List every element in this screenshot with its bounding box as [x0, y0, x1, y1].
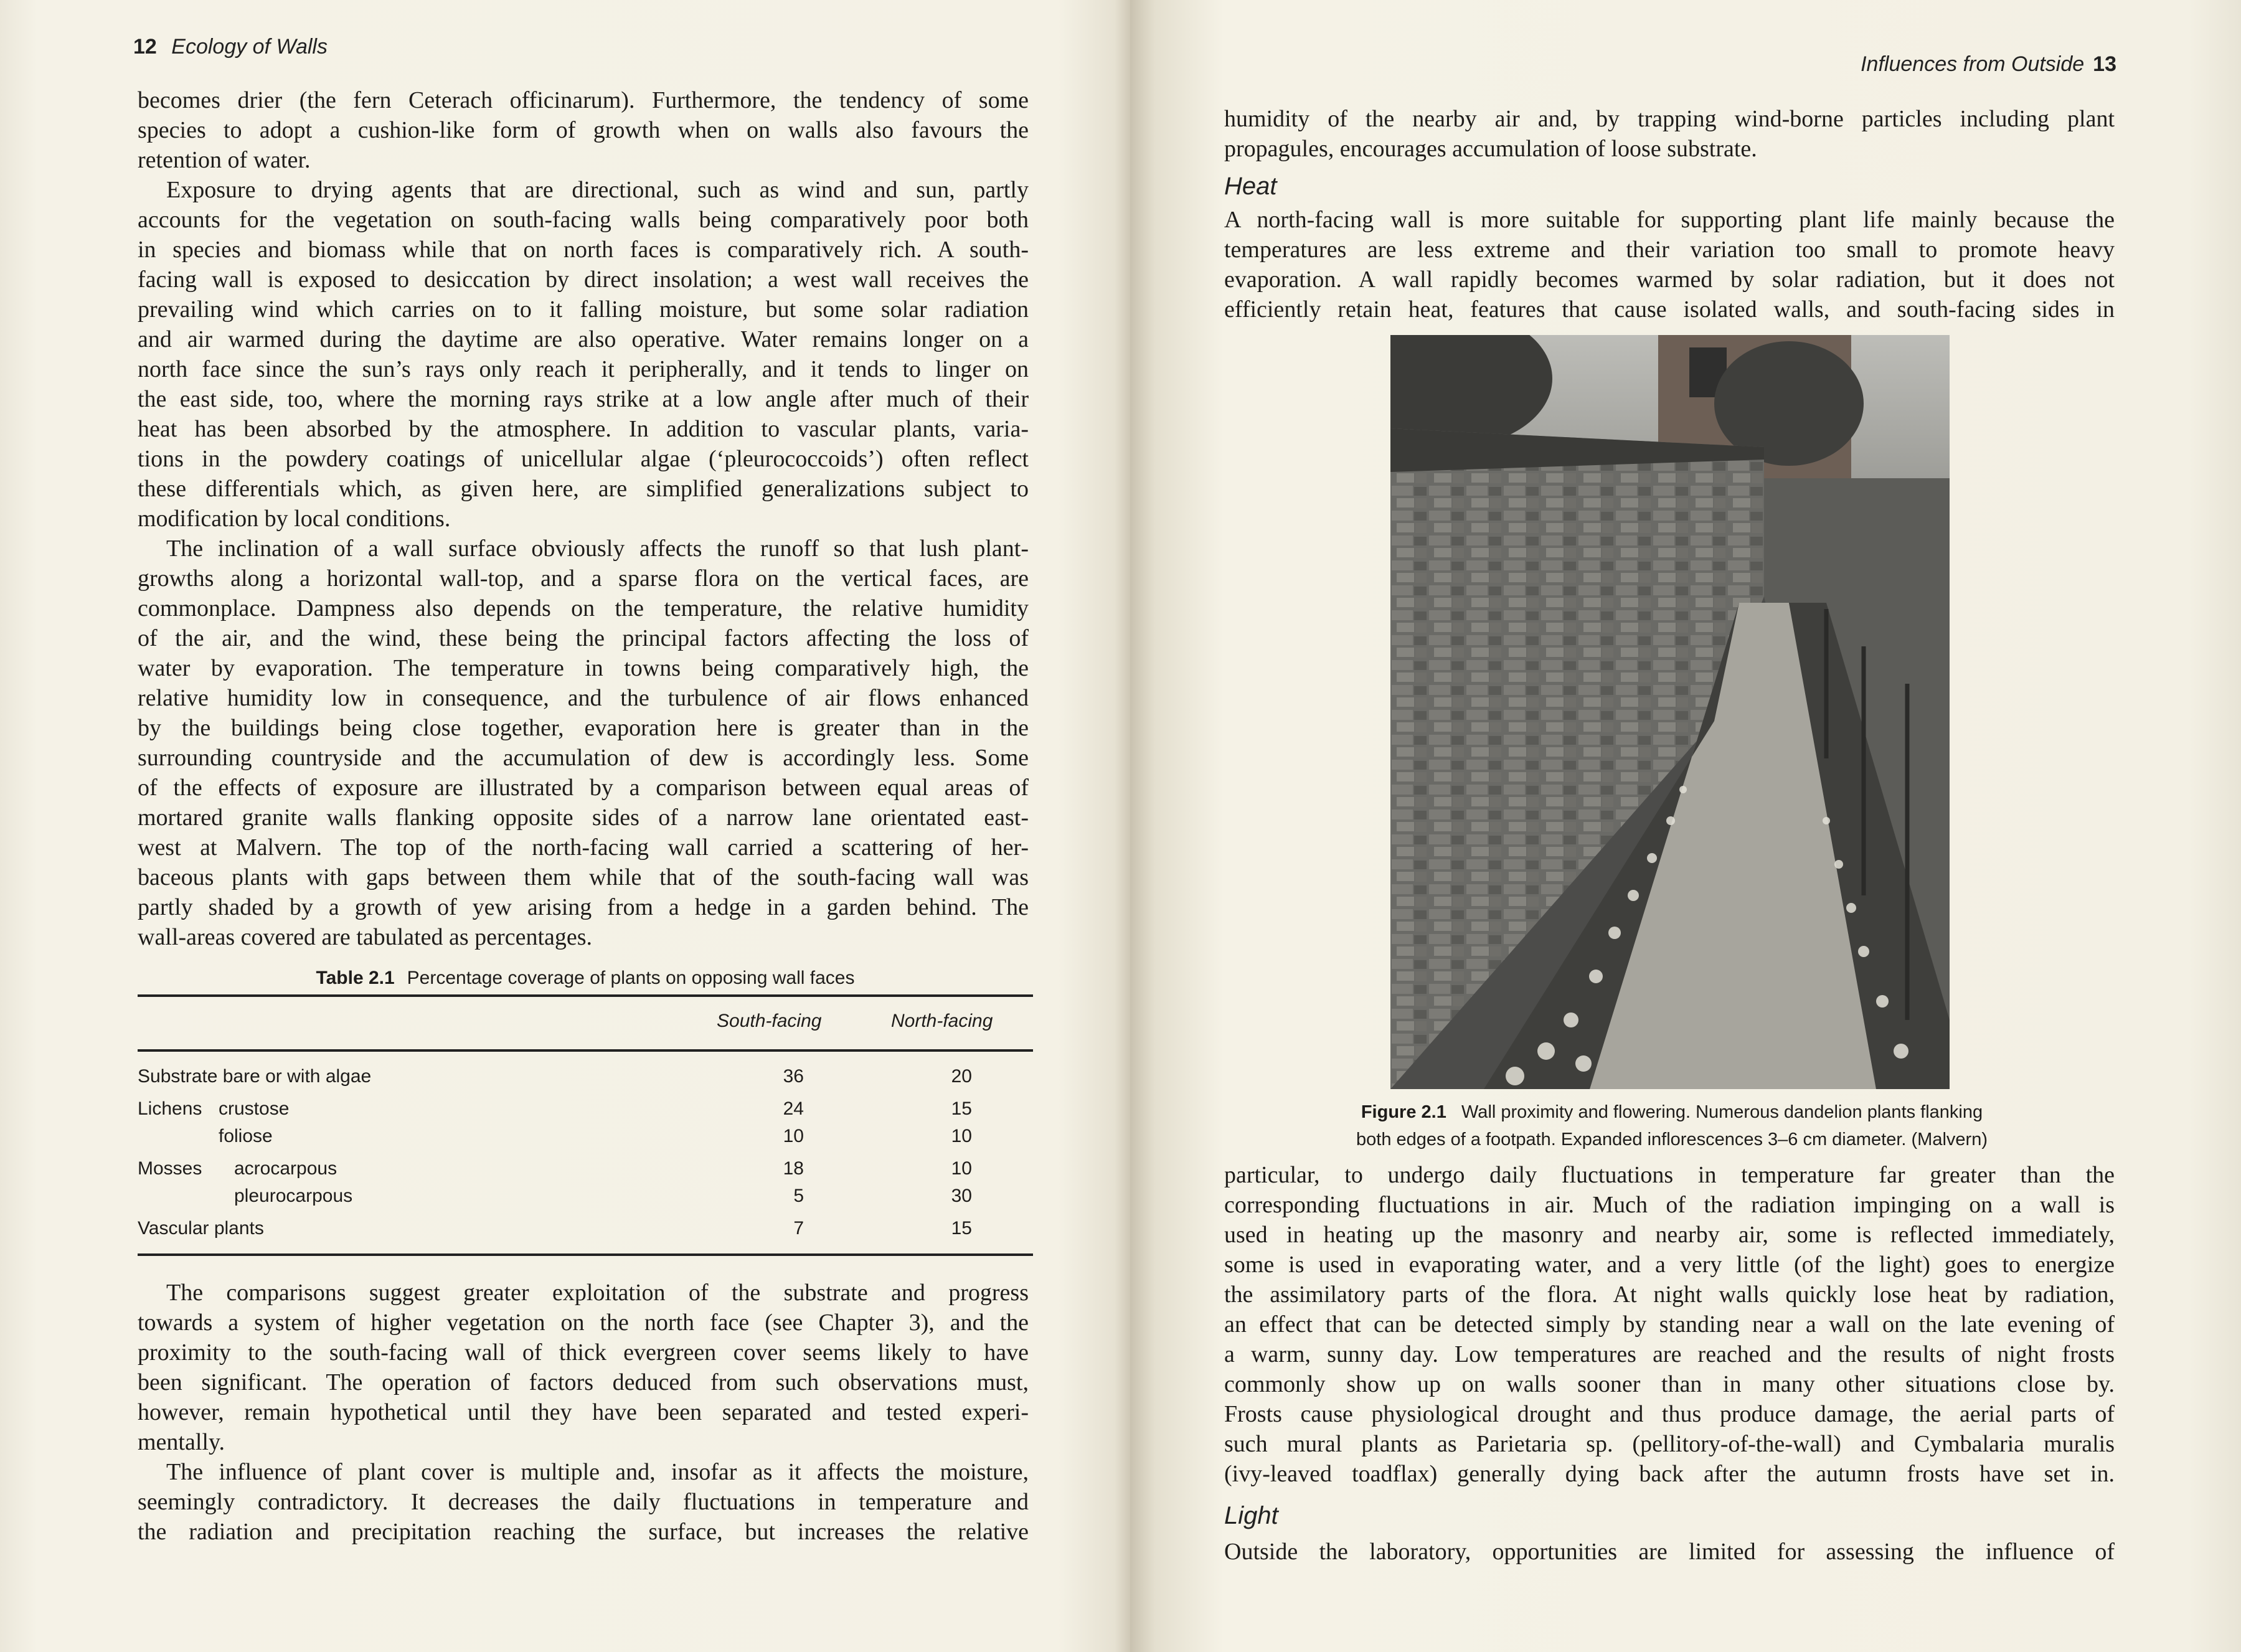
text-line: north face since the sun’s rays only reach it peripherally, and it tends to linger on — [138, 356, 1029, 382]
text-line: facing wall is exposed to desiccation by direct insolation; a west wall receives the — [138, 267, 1029, 293]
running-title: Influences from Outside — [1861, 52, 2085, 76]
table-row — [138, 1215, 1033, 1242]
text-line: (ivy-leaved toadflax) generally dying back after the autumn frosts have set in. — [1224, 1461, 2115, 1487]
figure-photo-wall-footpath — [1390, 335, 1950, 1089]
text-line: proximity to the south-facing wall of thick evergreen cover seems likely to have — [138, 1339, 1029, 1366]
north-facing-value: 30 — [951, 1186, 972, 1206]
south-facing-value: 7 — [793, 1218, 804, 1239]
south-facing-value: 36 — [783, 1066, 804, 1087]
text-line: The influence of plant cover is multiple and, insofar as it affects the moisture, — [166, 1459, 1029, 1485]
section-heading-light: Light — [1224, 1502, 1278, 1529]
text-line: The comparisons suggest greater exploitation of the substrate and progress — [166, 1280, 1029, 1306]
text-line: The inclination of a wall surface obviously affects the runoff so that lush plant- — [166, 536, 1029, 562]
column-header-north: North-facing — [891, 1011, 993, 1031]
intro-text — [1224, 104, 2115, 164]
running-title: Ecology of Walls — [171, 35, 328, 59]
text-line: Exposure to drying agents that are directional, such as wind and sun, partly — [166, 177, 1029, 203]
text-line: such mural plants as Parietaria sp. (pellitory-of-the-wall) and Cymbalaria muralis — [1224, 1431, 2115, 1457]
text-line: partly shaded by a growth of yew arising from a hedge in a garden behind. The — [138, 894, 1029, 920]
text-line: accounts for the vegetation on south-facing walls being comparatively poor both — [138, 207, 1029, 233]
north-facing-value: 10 — [951, 1126, 972, 1146]
column-header-south: South-facing — [717, 1011, 822, 1031]
table-header — [138, 997, 1033, 1049]
text-line: used in heating up the masonry and nearby air, some is reflected immediately, — [1224, 1222, 2115, 1248]
text-line: particular, to undergo daily fluctuations in temperature far greater than the — [1224, 1162, 2115, 1188]
data-table — [138, 962, 1033, 1256]
text-line: tions in the powdery coatings of unicellular algae (‘pleurococcoids’) often reflect — [138, 446, 1029, 472]
text-line: surrounding countryside and the accumulation of dew is accordingly less. Some — [138, 745, 1029, 771]
north-facing-value: 15 — [951, 1218, 972, 1239]
text-line: seemingly contradictory. It decreases the daily fluctuations in temperature and — [138, 1489, 1029, 1515]
text-line: water by evaporation. The temperature in towns being comparatively high, the — [138, 655, 1029, 681]
text-line: commonly show up on walls sooner than in many other situations close by. — [1224, 1371, 2115, 1397]
table-row — [138, 1063, 1033, 1090]
text-line: baceous plants with gaps between them while that of the south-facing wall was — [138, 864, 1029, 890]
row-sub-label: crustose — [219, 1098, 290, 1119]
text-line: becomes drier (the fern Ceterach officinarum). Furthermore, the tendency of some — [138, 87, 1029, 113]
row-sub-label: pleurocarpous — [234, 1186, 353, 1206]
text-line: heat has been absorbed by the atmosphere. In addition to vascular plants, varia- — [138, 416, 1029, 442]
text-line: prevailing wind which carries on to it falling moisture, but some solar radiation — [138, 296, 1029, 323]
row-sub-label: foliose — [219, 1126, 273, 1146]
text-line: the east side, too, where the morning rays strike at a low angle after much of their — [138, 386, 1029, 412]
photo-image — [1390, 335, 1950, 1089]
caption-line-2: both edges of a footpath. Expanded inflorescences 3–6 cm diameter. (Malvern) — [1356, 1130, 1988, 1149]
running-header — [1861, 52, 2116, 77]
text-line: the assimilatory parts of the flora. At night walls quickly lose heat by radiation, — [1224, 1281, 2115, 1308]
table-label: Table 2.1 — [316, 968, 395, 988]
text-line: been significant. The operation of factors deduced from such observations must, — [138, 1369, 1029, 1395]
row-group-label: Substrate bare or with algae — [138, 1066, 372, 1087]
figure-caption — [1283, 1098, 2061, 1153]
south-facing-value: 18 — [783, 1158, 804, 1179]
text-line: relative humidity low in consequence, and the turbulence of air flows enhanced — [138, 685, 1029, 711]
south-facing-value: 10 — [783, 1126, 804, 1146]
page-number: 12 — [133, 35, 157, 59]
text-line: species to adopt a cushion-like form of growth when on walls also favours the — [138, 117, 1029, 143]
figure-label: Figure 2.1 — [1361, 1102, 1446, 1122]
page-number: 13 — [2093, 52, 2116, 76]
text-line: of the effects of exposure are illustrated by a comparison between equal areas of — [138, 775, 1029, 801]
text-line: retention of water. — [138, 147, 311, 173]
text-line: mentally. — [138, 1429, 225, 1455]
text-line: modification by local conditions. — [138, 506, 451, 532]
text-line: by the buildings being close together, evaporation here is greater than in the — [138, 715, 1029, 741]
table-body — [138, 1052, 1033, 1253]
caption-line-1: Wall proximity and flowering. Numerous dandelion plants flanking — [1461, 1102, 1983, 1122]
text-line: a warm, sunny day. Low temperatures are reached and the results of night frosts — [1224, 1341, 2115, 1367]
text-line: of the air, and the wind, these being the principal factors affecting the loss of — [138, 625, 1029, 651]
text-line: the radiation and precipitation reaching the surface, but increases the relative — [138, 1519, 1029, 1545]
running-header — [125, 35, 328, 59]
text-line: an effect that can be detected simply by standing near a wall on the late evening of — [1224, 1311, 2115, 1338]
text-line: mortared granite walls flanking opposite sides of a narrow lane orientated east- — [138, 805, 1029, 831]
table-row — [138, 1095, 1033, 1123]
row-group-label: Vascular plants — [138, 1218, 264, 1239]
north-facing-value: 10 — [951, 1158, 972, 1179]
section-heading-heat: Heat — [1224, 172, 1277, 200]
text-line: evaporation. A wall rapidly becomes warmed by solar radiation, but it does not — [1224, 267, 2115, 293]
north-facing-value: 15 — [951, 1098, 972, 1119]
text-line: efficiently retain heat, features that cause isolated walls, and south-facing sides in — [1224, 296, 2115, 323]
body-text-bottom — [138, 1278, 1029, 1547]
heat-text-top — [1224, 205, 2115, 324]
row-group-label: Lichens — [138, 1098, 202, 1119]
body-text-top — [138, 85, 1029, 952]
heat-text-bottom — [1224, 1160, 2115, 1489]
text-line: in species and biomass while that on north faces is comparatively rich. A south- — [138, 237, 1029, 263]
text-line: and air warmed during the daytime are also operative. Water remains longer on a — [138, 326, 1029, 352]
row-group-label: Mosses — [138, 1158, 202, 1179]
table-row — [138, 1182, 1033, 1210]
south-facing-value: 5 — [793, 1186, 804, 1206]
table-row — [138, 1155, 1033, 1182]
text-line: commonplace. Dampness also depends on the temperature, the relative humidity — [138, 595, 1029, 621]
text-line: however, remain hypothetical until they have been separated and tested experi- — [138, 1399, 1029, 1425]
south-facing-value: 24 — [783, 1098, 804, 1119]
text-line: these differentials which, as given here, are simplified generalizations subject to — [138, 476, 1029, 502]
text-line: humidity of the nearby air and, by trapping wind-borne particles including plant — [1224, 106, 2115, 132]
text-line: Outside the laboratory, opportunities are limited for assessing the influence of — [1224, 1539, 2115, 1565]
text-line: corresponding fluctuations in air. Much of the radiation impinging on a wall is — [1224, 1192, 2115, 1218]
text-line: some is used in evaporating water, and a very little (of the light) goes to energize — [1224, 1252, 2115, 1278]
table-title: Percentage coverage of plants on opposing wall faces — [407, 968, 855, 988]
text-line: west at Malvern. The top of the north-facing wall carried a scattering of her- — [138, 834, 1029, 861]
table-row — [138, 1123, 1033, 1150]
table-rule — [138, 1253, 1033, 1256]
text-line: propagules, encourages accumulation of loose substrate. — [1224, 136, 1757, 162]
text-line: A north-facing wall is more suitable for supporting plant life mainly because the — [1224, 207, 2115, 233]
table-caption — [138, 962, 1033, 994]
row-sub-label: acrocarpous — [234, 1158, 337, 1179]
north-facing-value: 20 — [951, 1066, 972, 1087]
light-text — [1224, 1537, 2115, 1567]
text-line: temperatures are less extreme and their variation too small to promote heavy — [1224, 237, 2115, 263]
text-line: Frosts cause physiological drought and thus produce damage, the aerial parts of — [1224, 1401, 2115, 1427]
text-line: towards a system of higher vegetation on the north face (see Chapter 3), and the — [138, 1310, 1029, 1336]
text-line: wall-areas covered are tabulated as percentages. — [138, 924, 593, 950]
text-line: growths along a horizontal wall-top, and a sparse flora on the vertical faces, are — [138, 565, 1029, 592]
